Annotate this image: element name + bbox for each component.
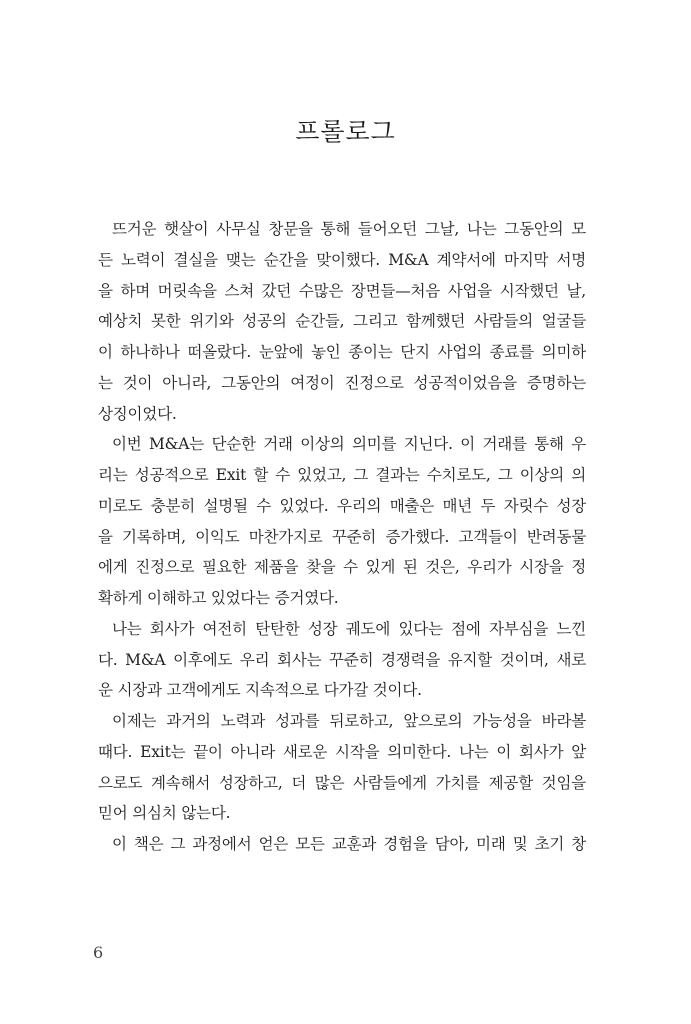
text-line: 이번 M&A는 단순한 거래 이상의 의미를 지닌다. 이 거래를 통해 우 (112, 435, 586, 454)
text-line: 으로도 계속해서 성장하고, 더 많은 사람들에게 가치를 제공할 것임을 (98, 773, 586, 792)
text-line: 때다. Exit는 끝이 아니라 새로운 시작을 의미한다. 나는 이 회사가 앞 (98, 742, 586, 761)
text-line: 을 하며 머릿속을 스쳐 갔던 수많은 장면들—처음 사업을 시작했던 날, (98, 281, 586, 300)
text-line: 상징이었다. (98, 404, 177, 423)
text-line: 뜨거운 햇살이 사무실 창문을 통해 들어오던 그날, 나는 그동안의 모 (112, 220, 586, 238)
text-line: 을 기록하며, 이익도 마찬가지로 꾸준히 증가했다. 고객들이 반려동물 (98, 527, 586, 546)
text-line: 예상치 못한 위기와 성공의 순간들, 그리고 함께했던 사람들의 얼굴들 (98, 312, 586, 331)
text-line: 에게 진정으로 필요한 제품을 찾을 수 있게 된 것은, 우리가 시장을 정 (98, 558, 586, 577)
text-line: 이제는 과거의 노력과 성과를 뒤로하고, 앞으로의 가능성을 바라볼 (112, 712, 586, 730)
text-line: 리는 성공적으로 Exit 할 수 있었고, 그 결과는 수치로도, 그 이상의 의 (98, 466, 586, 484)
text-line: 는 것이 아니라, 그동안의 여정이 진정으로 성공적이었음을 증명하는 (98, 373, 586, 392)
text-line: 확하게 이해하고 있었다는 증거였다. (98, 589, 339, 607)
page-number: 6 (93, 943, 104, 962)
text-line: 이 하나하나 떠올랐다. 눈앞에 놓인 종이는 단지 사업의 종료를 의미하 (98, 343, 586, 361)
text-line: 다. M&A 이후에도 우리 회사는 꾸준히 경쟁력을 유지할 것이며, 새로 (98, 650, 586, 669)
text-line: 이 책은 그 과정에서 얻은 모든 교훈과 경험을 담아, 미래 및 초기 창 (112, 835, 586, 853)
body-text (98, 214, 586, 860)
text-line: 든 노력이 결실을 맺는 순간을 맞이했다. M&A 계약서에 마지막 서명 (98, 250, 586, 269)
text-line: 나는 회사가 여전히 탄탄한 성장 궤도에 있다는 점에 자부심을 느낀 (112, 619, 586, 638)
text-line: 운 시장과 고객에게도 지속적으로 다가갈 것이다. (98, 681, 422, 700)
text-line: 믿어 의심치 않는다. (98, 804, 231, 823)
chapter-title: 프롤로그 (295, 117, 396, 146)
text-line: 미로도 충분히 설명될 수 있었다. 우리의 매출은 매년 두 자릿수 성장 (98, 496, 586, 515)
